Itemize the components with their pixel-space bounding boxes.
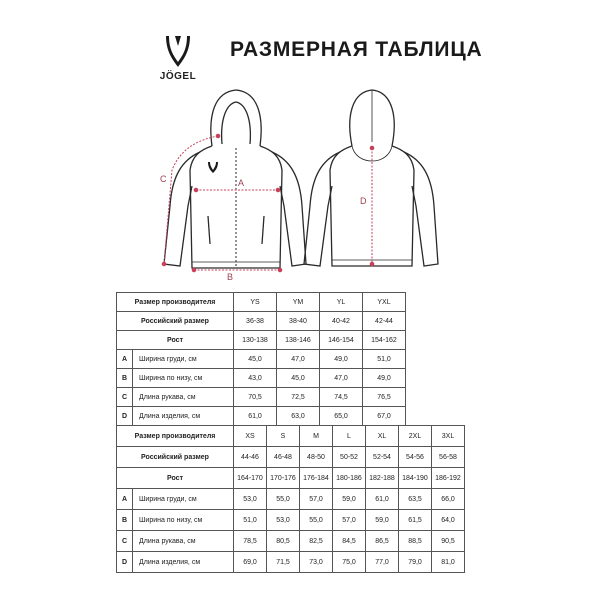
table-cell: 46-48 <box>267 447 300 468</box>
row-letter: B <box>117 510 133 531</box>
row-label: Длина изделия, см <box>133 407 234 426</box>
table-cell: 45,0 <box>277 369 320 388</box>
jacket-chest-logo-icon <box>208 162 218 173</box>
table-cell: 81,0 <box>432 552 465 573</box>
russian-size-label: Российский размер <box>117 447 234 468</box>
table-row <box>117 531 465 552</box>
table-row <box>117 293 406 312</box>
logo-mark-icon <box>163 34 193 68</box>
table-cell: 75,0 <box>333 552 366 573</box>
table-cell: 138-146 <box>277 331 320 350</box>
table-cell: 146-154 <box>320 331 363 350</box>
brand-logo <box>150 34 206 84</box>
measure-a-line <box>194 188 280 192</box>
table-cell: 57,0 <box>333 510 366 531</box>
table-cell: 76,5 <box>363 388 406 407</box>
table-cell: 49,0 <box>320 350 363 369</box>
table-cell: 63,5 <box>399 489 432 510</box>
table-cell: 180-186 <box>333 468 366 489</box>
table-cell: 90,5 <box>432 531 465 552</box>
table-cell: 56-58 <box>432 447 465 468</box>
table-cell: 45,0 <box>234 350 277 369</box>
table-cell: 54-56 <box>399 447 432 468</box>
height-label: Рост <box>117 331 234 350</box>
measure-d-line <box>370 146 374 266</box>
table-row <box>117 468 465 489</box>
table-cell: 79,0 <box>399 552 432 573</box>
table-cell: 65,0 <box>320 407 363 426</box>
table-cell: 70,5 <box>234 388 277 407</box>
table-cell: 61,0 <box>234 407 277 426</box>
table-cell: 73,0 <box>300 552 333 573</box>
table-cell: 82,5 <box>300 531 333 552</box>
table-cell: 44-46 <box>234 447 267 468</box>
table-cell: 57,0 <box>300 489 333 510</box>
table-cell: 55,0 <box>300 510 333 531</box>
table-row <box>117 369 406 388</box>
table-cell: 47,0 <box>277 350 320 369</box>
jacket-back-view <box>304 90 438 266</box>
table-cell: 52-54 <box>366 447 399 468</box>
row-letter: C <box>117 531 133 552</box>
size-cell: M <box>300 426 333 447</box>
table-cell: 43,0 <box>234 369 277 388</box>
table-cell: 53,0 <box>267 510 300 531</box>
table-cell: 69,0 <box>234 552 267 573</box>
size-cell: YXL <box>363 293 406 312</box>
size-cell: L <box>333 426 366 447</box>
size-cell: YS <box>234 293 277 312</box>
table-cell: 67,0 <box>363 407 406 426</box>
table-cell: 182-188 <box>366 468 399 489</box>
measure-d-label: D <box>360 196 367 206</box>
table-row <box>117 388 406 407</box>
table-cell: 51,0 <box>363 350 406 369</box>
table-cell: 84,5 <box>333 531 366 552</box>
table-cell: 53,0 <box>234 489 267 510</box>
table-cell: 40-42 <box>320 312 363 331</box>
table-cell: 71,5 <box>267 552 300 573</box>
table-cell: 48-50 <box>300 447 333 468</box>
table-cell: 47,0 <box>320 369 363 388</box>
table-row <box>117 426 465 447</box>
measure-a-label: A <box>238 178 245 188</box>
table-cell: 154-162 <box>363 331 406 350</box>
table-cell: 66,0 <box>432 489 465 510</box>
russian-size-label: Российский размер <box>117 312 234 331</box>
size-cell: 3XL <box>432 426 465 447</box>
row-letter: A <box>117 489 133 510</box>
page-title: РАЗМЕРНАЯ ТАБЛИЦА <box>230 38 483 61</box>
row-label: Длина рукава, см <box>133 388 234 407</box>
table-cell: 184-190 <box>399 468 432 489</box>
row-label: Ширина по низу, см <box>133 369 234 388</box>
brand-name: JÖGEL <box>159 71 197 82</box>
size-cell: 2XL <box>399 426 432 447</box>
table-cell: 78,5 <box>234 531 267 552</box>
height-label: Рост <box>117 468 234 489</box>
table-cell: 74,5 <box>320 388 363 407</box>
row-letter: B <box>117 369 133 388</box>
table-cell: 176-184 <box>300 468 333 489</box>
table-row <box>117 489 465 510</box>
header-label: Размер производителя <box>117 293 234 312</box>
row-label: Ширина по низу, см <box>133 510 234 531</box>
table-row <box>117 331 406 350</box>
size-cell: XS <box>234 426 267 447</box>
table-cell: 42-44 <box>363 312 406 331</box>
jacket-diagrams <box>0 86 600 286</box>
table-cell: 59,0 <box>366 510 399 531</box>
row-label: Длина рукава, см <box>133 531 234 552</box>
table-cell: 86,5 <box>366 531 399 552</box>
header-label: Размер производителя <box>117 426 234 447</box>
table-cell: 170-176 <box>267 468 300 489</box>
size-table-kids <box>116 292 406 426</box>
row-label: Ширина груди, см <box>133 489 234 510</box>
table-cell: 50-52 <box>333 447 366 468</box>
size-cell: YL <box>320 293 363 312</box>
table-row <box>117 510 465 531</box>
table-cell: 88,5 <box>399 531 432 552</box>
jacket-front-view <box>164 90 306 268</box>
row-letter: A <box>117 350 133 369</box>
table-cell: 61,0 <box>366 489 399 510</box>
row-letter: D <box>117 407 133 426</box>
table-cell: 72,5 <box>277 388 320 407</box>
row-label: Ширина груди, см <box>133 350 234 369</box>
measure-b-label: B <box>227 272 234 282</box>
table-cell: 38-40 <box>277 312 320 331</box>
table-cell: 61,5 <box>399 510 432 531</box>
size-cell: S <box>267 426 300 447</box>
table-row <box>117 312 406 331</box>
table-cell: 164-170 <box>234 468 267 489</box>
table-cell: 55,0 <box>267 489 300 510</box>
table-cell: 77,0 <box>366 552 399 573</box>
table-cell: 130-138 <box>234 331 277 350</box>
table-row <box>117 350 406 369</box>
table-row <box>117 407 406 426</box>
table-cell: 186-192 <box>432 468 465 489</box>
size-table-adults <box>116 425 465 573</box>
table-cell: 49,0 <box>363 369 406 388</box>
row-letter: D <box>117 552 133 573</box>
table-cell: 64,0 <box>432 510 465 531</box>
measure-b-line <box>192 268 282 272</box>
table-cell: 80,5 <box>267 531 300 552</box>
table-row <box>117 447 465 468</box>
size-cell: XL <box>366 426 399 447</box>
table-cell: 36-38 <box>234 312 277 331</box>
table-cell: 51,0 <box>234 510 267 531</box>
row-letter: C <box>117 388 133 407</box>
table-cell: 59,0 <box>333 489 366 510</box>
row-label: Длина изделия, см <box>133 552 234 573</box>
table-cell: 63,0 <box>277 407 320 426</box>
size-cell: YM <box>277 293 320 312</box>
table-row <box>117 552 465 573</box>
measure-c-label: C <box>160 174 167 184</box>
